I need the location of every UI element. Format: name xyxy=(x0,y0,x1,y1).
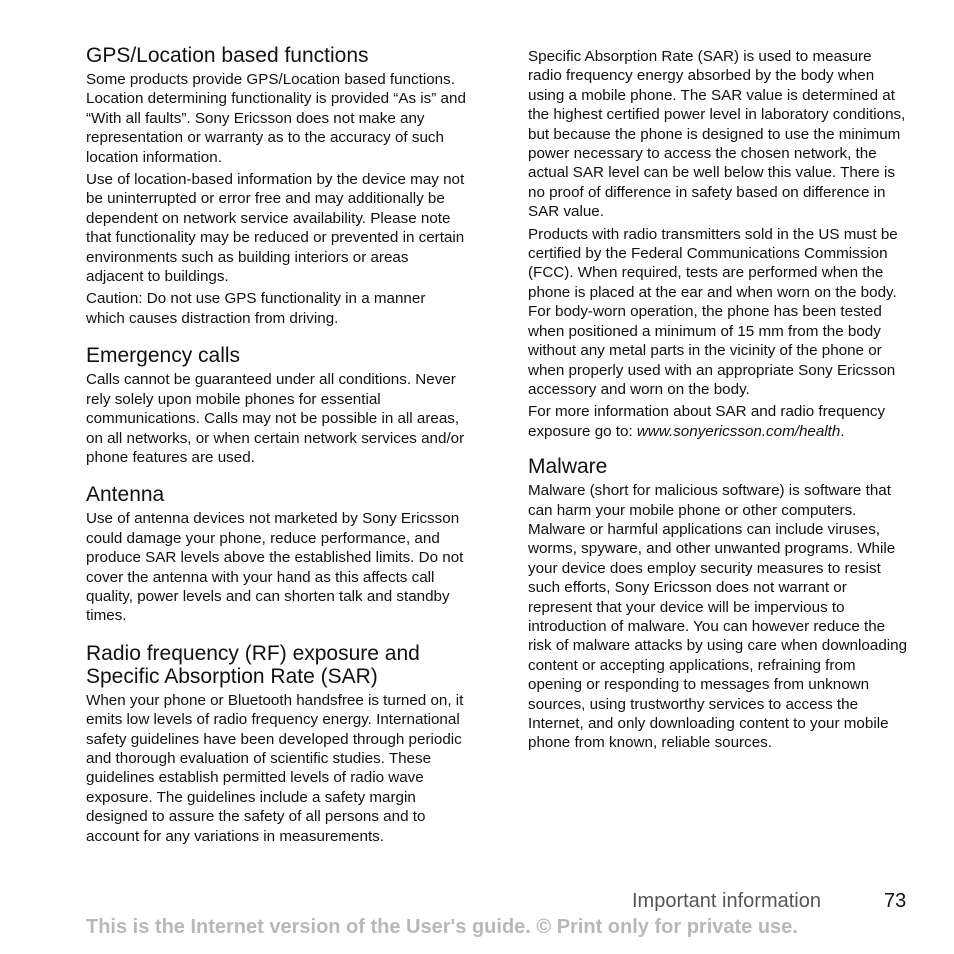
malware-section xyxy=(528,455,908,753)
antenna-heading: Antenna xyxy=(86,483,165,507)
rf-paragraph: When your phone or Bluetooth handsfree is turned on, it emits low levels of radio frequency energy. International safety guidelines have been developed through periodic and thorough evaluation of scientific studies. These guidelines establish permitted levels of radio wave exposure. The guidelines include a safety margin designed to assure the safety of all persons and to account for any variations in measurements. xyxy=(86,691,464,845)
sar-paragraph-2: Products with radio transmitters sold in the US must be certified by the Federal Communications Commission (FCC). When required, tests are performed when the phone is placed at the ear and when worn on the body. For body-worn operation, the phone has been tested when positioned a minimum of 15 mm from the body without any metal parts in the vicinity of the phone or when properly used with an appropriate Sony Ericsson accessory and worn on the body. xyxy=(528,225,898,398)
gps-paragraph-3: Caution: Do not use GPS functionality in a manner which causes distraction from driving. xyxy=(86,290,426,327)
emergency-section xyxy=(86,344,466,467)
watermark: This is the Internet version of the User's guide. © Print only for private use. xyxy=(86,916,798,938)
sar-section xyxy=(528,47,908,441)
right-column xyxy=(528,47,908,767)
rf-section xyxy=(86,642,466,846)
gps-heading: GPS/Location based functions xyxy=(86,44,369,67)
rf-heading: Radio frequency (RF) exposure and Specific Absorption Rate (SAR) xyxy=(86,641,420,688)
gps-paragraph-2: Use of location-based information by the device may not be uninterrupted or error free and may additionally be dependent on network service availability. Please note that functionality may be reduced or prevented in certain environments such as building interiors or areas adjacent to buildings. xyxy=(86,171,465,286)
left-column xyxy=(86,44,466,862)
sar-paragraph-1: Specific Absorption Rate (SAR) is used to measure radio frequency energy absorbed by the body when using a mobile phone. The SAR value is determined at the highest certified power level in laboratory conditions, but because the phone is designed to use the minimum power necessary to access the chosen network, the actual SAR level can be well below this value. There is no proof of difference in safety based on difference in SAR value. xyxy=(528,48,906,221)
sar-info-suffix: . xyxy=(840,422,845,440)
page-number: 73 xyxy=(884,890,907,912)
sar-paragraph-3 xyxy=(528,402,908,441)
antenna-section xyxy=(86,483,466,625)
gps-section xyxy=(86,44,466,328)
emergency-paragraph: Calls cannot be guaranteed under all conditions. Never rely solely upon mobile phones for essential communications. Calls may not be possible in all areas, on all networks, or when certain network services and/or phone features are used. xyxy=(86,371,465,466)
sar-info-text: For more information about SAR and radio frequency exposure go to: xyxy=(528,403,886,440)
malware-heading: Malware xyxy=(528,455,608,479)
emergency-heading: Emergency calls xyxy=(86,344,241,368)
malware-paragraph: Malware (short for malicious software) is software that can harm your mobile phone or other computers. Malware or harmful applications can include viruses, worms, spyware, and other unwanted programs. While your device does employ security measures to resist such efforts, Sony Ericsson does not warrant or represent that your device will be impervious to introduction of malware. You can however reduce the risk of malware attacks by using care when downloading content or accepting applications, refraining from opening or responding to messages from unknown sources, using trustworthy services to access the Internet, and only downloading content to your mobile phone from known, reliable sources. xyxy=(528,482,908,752)
footer-section-label: Important information xyxy=(632,890,821,912)
gps-paragraph-1: Some products provide GPS/Location based functions. Location determining functionality is provided “As is” and “With all faults”. Sony Ericsson does not make any representation or warranty as to the accuracy of such location information. xyxy=(86,71,466,166)
health-link[interactable]: www.sonyericsson.com/health xyxy=(636,422,841,440)
antenna-paragraph: Use of antenna devices not marketed by Sony Ericsson could damage your phone, reduce performance, and produce SAR levels above the established limits. Do not cover the antenna with your hand as this affects call quality, power levels and can shorten talk and standby times. xyxy=(86,510,464,625)
